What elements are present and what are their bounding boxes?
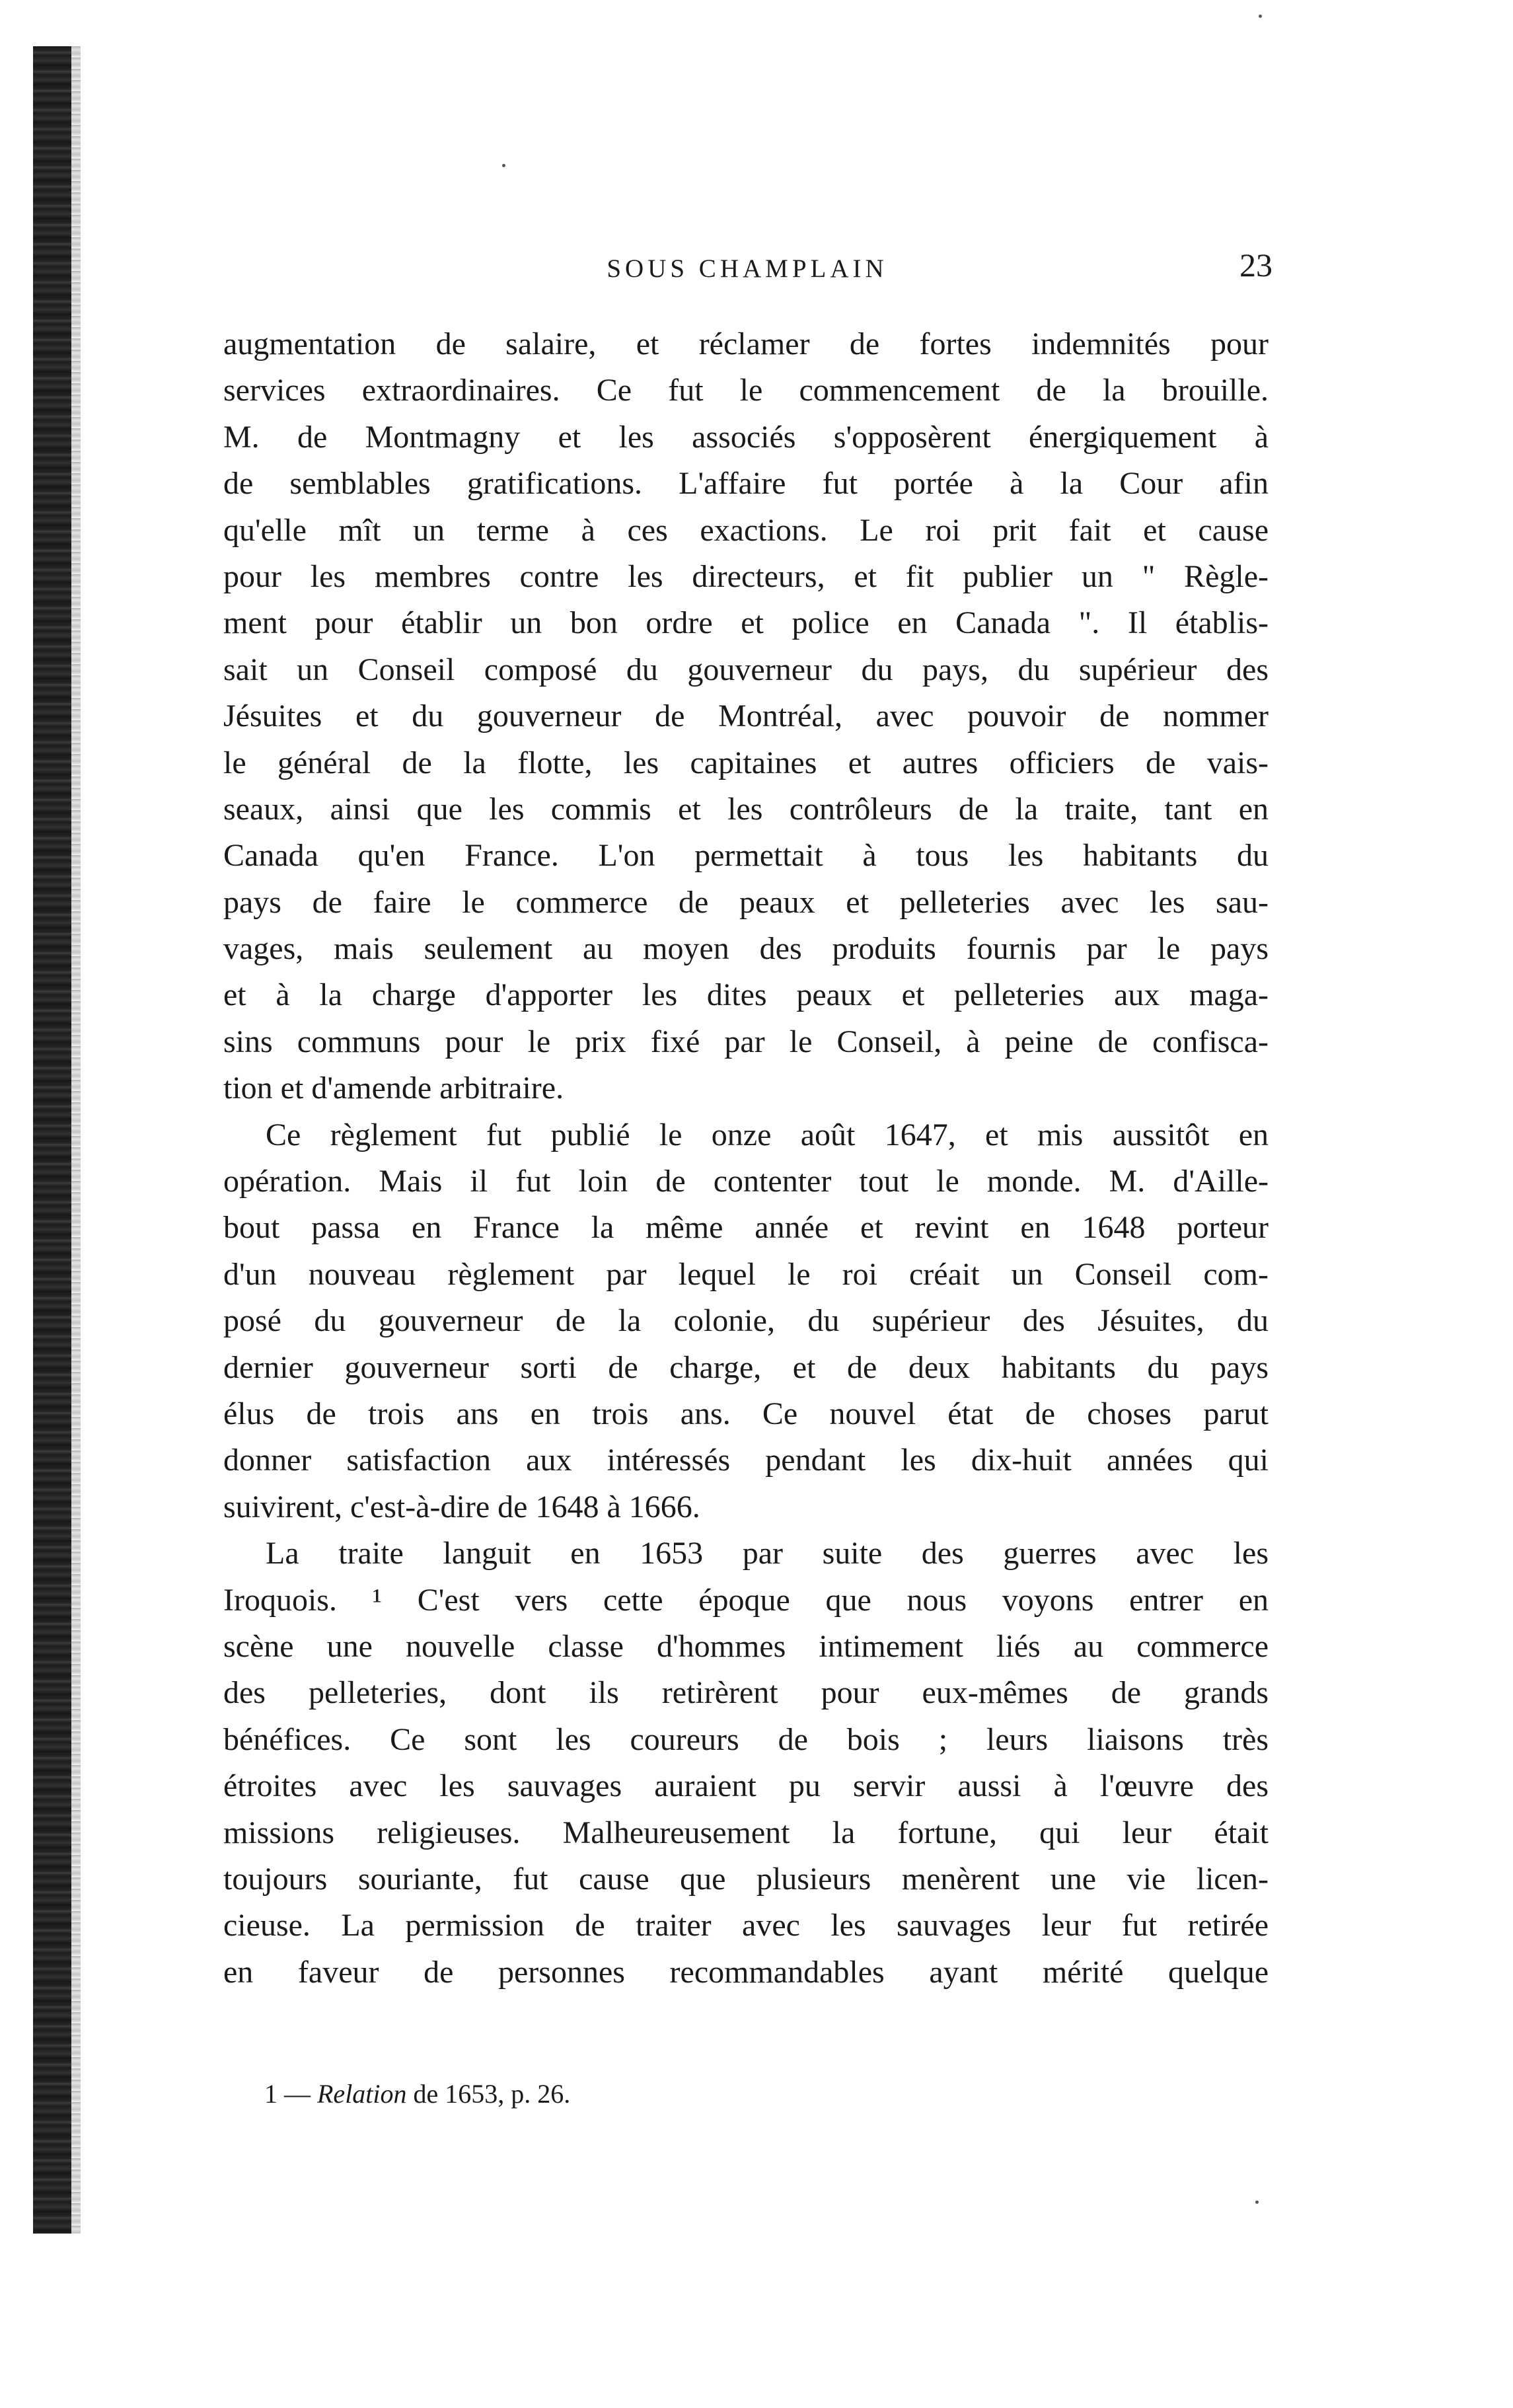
text-line: augmentation de salaire, et réclamer de fortes indemnités pour [223, 326, 1269, 361]
footnote-number: 1 — [264, 2079, 311, 2109]
text-line: en faveur de personnes recommandables ayant mérité quelque [223, 1954, 1269, 1990]
text-line: suivirent, c'est-à-dire de 1648 à 1666. [223, 1489, 700, 1524]
text-line: étroites avec les sauvages auraient pu servir aussi à l'œuvre des [223, 1768, 1269, 1804]
text-line: ment pour établir un bon ordre et police en Canada ". Il établis- [223, 605, 1269, 641]
footnote-reference: de 1653, p. 26. [413, 2079, 571, 2109]
text-line: vages, mais seulement au moyen des produits fournis par le pays [223, 931, 1269, 967]
text-line: services extraordinaires. Ce fut le commencement de la brouille. [223, 373, 1269, 408]
text-line: des pelleteries, dont ils retirèrent pour eux-mêmes de grands [223, 1675, 1269, 1711]
text-line: toujours souriante, fut cause que plusieurs menèrent une vie licen- [223, 1861, 1269, 1897]
text-line: d'un nouveau règlement par lequel le roi créait un Conseil com- [223, 1256, 1269, 1292]
text-line: et à la charge d'apporter les dites peaux et pelleteries aux maga- [223, 977, 1269, 1013]
text-line: posé du gouverneur de la colonie, du supérieur des Jésuites, du [223, 1303, 1269, 1339]
text-line: le général de la flotte, les capitaines et autres officiers de vais- [223, 745, 1269, 780]
text-line: Iroquois. ¹ C'est vers cette époque que nous voyons entrer en [223, 1582, 1269, 1618]
text-line: pays de faire le commerce de peaux et pelleteries avec les sau- [223, 884, 1269, 920]
running-title: SOUS CHAMPLAIN [607, 254, 888, 283]
text-line: scène une nouvelle classe d'hommes intimement liés au commerce [223, 1628, 1269, 1664]
text-line: pour les membres contre les directeurs, et fit publier un " Règle- [223, 558, 1269, 594]
text-line: La traite languit en 1653 par suite des guerres avec les [266, 1536, 1269, 1571]
scan-speck [1259, 15, 1262, 18]
footnote [264, 2078, 570, 2109]
text-line: missions religieuses. Malheureusement la fortune, qui leur était [223, 1815, 1269, 1850]
scan-binding-edge [33, 46, 71, 2234]
scan-speck [502, 164, 505, 167]
text-line: Canada qu'en France. L'on permettait à tous les habitants du [223, 838, 1269, 874]
text-line: tion et d'amende arbitraire. [223, 1071, 564, 1106]
scan-speck [1255, 2201, 1259, 2204]
text-line: dernier gouverneur sorti de charge, et de deux habitants du pays [223, 1349, 1269, 1385]
text-line: M. de Montmagny et les associés s'opposèrent énergiquement à [223, 419, 1269, 455]
text-line: de semblables gratifications. L'affaire fut portée à la Cour afin [223, 466, 1269, 502]
text-line: Jésuites et du gouverneur de Montréal, avec pouvoir de nommer [223, 698, 1269, 734]
text-line: bout passa en France la même année et revint en 1648 porteur [223, 1210, 1269, 1246]
page-number: 23 [1239, 246, 1273, 283]
text-line: seaux, ainsi que les commis et les contrôleurs de la traite, tant en [223, 791, 1269, 827]
text-line: qu'elle mît un terme à ces exactions. Le roi prit fait et cause [223, 512, 1269, 548]
text-line: bénéfices. Ce sont les coureurs de bois ; leurs liaisons très [223, 1721, 1269, 1757]
footnote-title: Relation [317, 2079, 407, 2109]
text-line: cieuse. La permission de traiter avec les sauvages leur fut retirée [223, 1908, 1269, 1943]
body-text [223, 321, 1269, 1996]
text-line: Ce règlement fut publié le onze août 1647, et mis aussitôt en [266, 1117, 1269, 1152]
text-line: opération. Mais il fut loin de contenter tout le monde. M. d'Aille- [223, 1164, 1269, 1199]
text-line: sait un Conseil composé du gouverneur du pays, du supérieur des [223, 652, 1269, 687]
text-line: sins communs pour le prix fixé par le Conseil, à peine de confisca- [223, 1024, 1269, 1059]
text-line: élus de trois ans en trois ans. Ce nouvel état de choses parut [223, 1396, 1269, 1431]
running-head [222, 246, 1273, 292]
text-line: donner satisfaction aux intéressés pendant les dix-huit années qui [223, 1443, 1269, 1478]
